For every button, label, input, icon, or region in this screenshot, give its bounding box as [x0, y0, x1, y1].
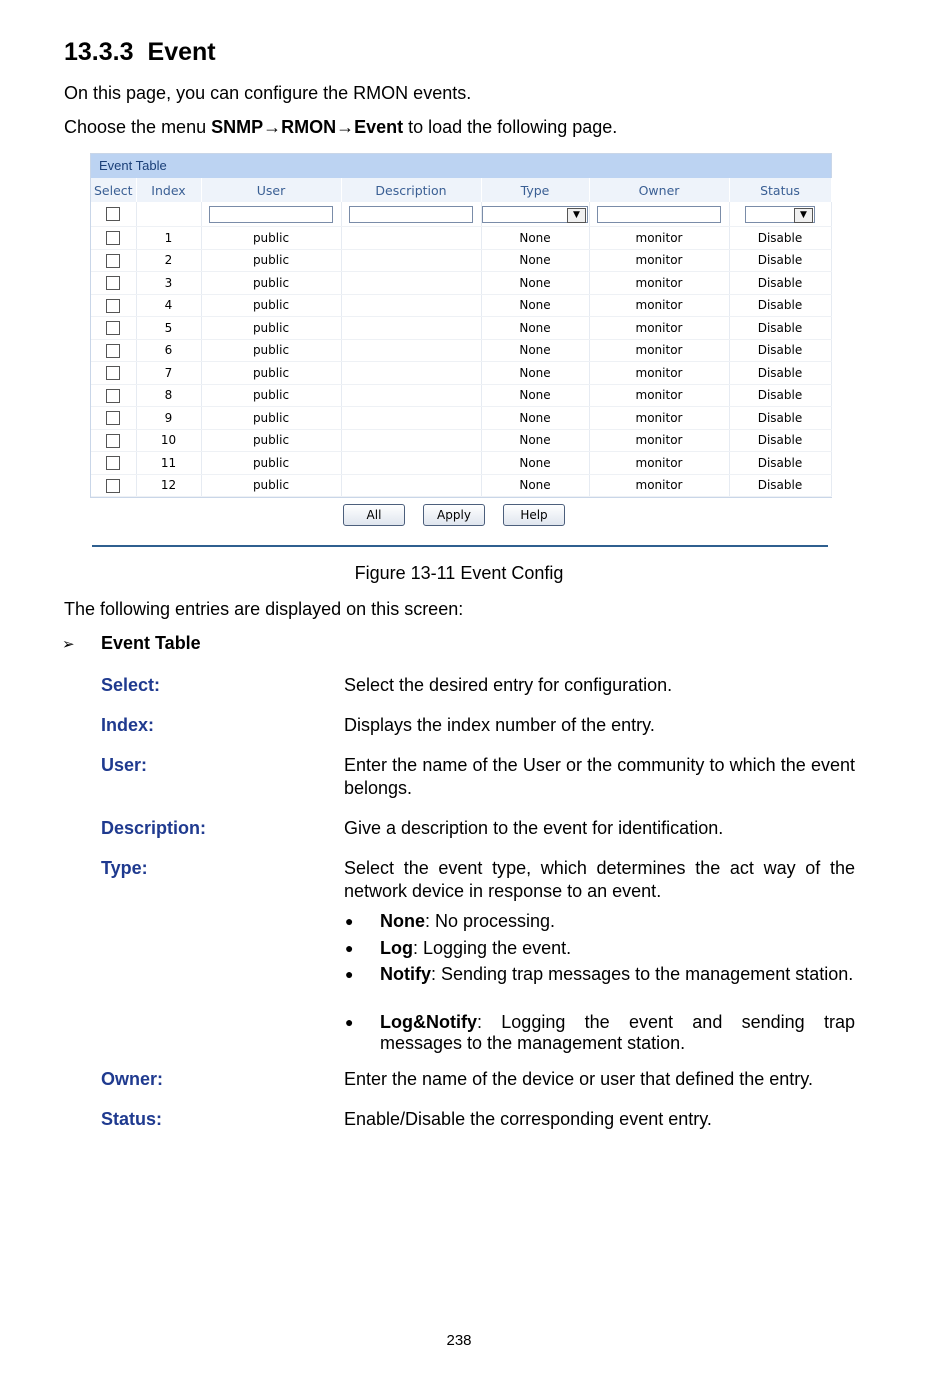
- col-header: Type: [481, 178, 589, 202]
- status-cell: Disable: [729, 452, 831, 475]
- figure-caption: Figure 13-11 Event Config: [354, 563, 564, 583]
- owner-cell: monitor: [589, 384, 729, 407]
- help-button[interactable]: Help: [503, 504, 565, 526]
- table-row: [91, 474, 831, 497]
- description-cell: [341, 384, 481, 407]
- menu-instruction: [64, 117, 617, 138]
- row-select-checkbox[interactable]: [106, 456, 120, 470]
- status-cell: Disable: [729, 249, 831, 272]
- type-option: [380, 964, 855, 985]
- subsection-bullet-icon: ➢: [62, 636, 75, 653]
- owner-cell: monitor: [589, 429, 729, 452]
- filter-row: [91, 202, 831, 227]
- page-number: 238: [446, 1332, 472, 1349]
- table-row: [91, 362, 831, 385]
- type-option-name: Notify: [380, 964, 431, 984]
- status-cell: Disable: [729, 227, 831, 250]
- bullet-icon: ●: [345, 966, 354, 982]
- apply-button[interactable]: Apply: [423, 504, 485, 526]
- desc-user: Enter the name of the User or the community to which the event belongs.: [344, 755, 855, 798]
- intro-text: On this page, you can configure the RMON events.: [64, 83, 472, 103]
- description-cell: [341, 317, 481, 340]
- section-number: 13.3.3: [64, 38, 134, 66]
- table-row: [91, 272, 831, 295]
- select-cell: [91, 294, 136, 317]
- select-cell: [91, 452, 136, 475]
- index-cell: 10: [136, 429, 201, 452]
- description-cell: [341, 429, 481, 452]
- select-cell: [91, 362, 136, 385]
- table-row: [91, 227, 831, 250]
- type-option-text: : No processing.: [425, 911, 556, 931]
- status-cell: Disable: [729, 362, 831, 385]
- select-cell: [91, 272, 136, 295]
- owner-cell: monitor: [589, 317, 729, 340]
- user-cell: public: [201, 227, 341, 250]
- term-index: Index:: [101, 715, 155, 735]
- row-select-checkbox[interactable]: [106, 366, 120, 380]
- table-header-row: [91, 178, 831, 202]
- user-filter-input[interactable]: [209, 206, 333, 223]
- select-cell: [91, 384, 136, 407]
- user-cell: public: [201, 407, 341, 430]
- table-row: [91, 452, 831, 475]
- row-select-checkbox[interactable]: [106, 321, 120, 335]
- term-description: Description:: [101, 818, 207, 838]
- select-cell: [91, 317, 136, 340]
- select-cell: [91, 429, 136, 452]
- table-row: [91, 407, 831, 430]
- owner-cell: monitor: [589, 272, 729, 295]
- desc-owner: Enter the name of the device or user that defined the entry.: [344, 1069, 813, 1089]
- row-select-checkbox[interactable]: [106, 434, 120, 448]
- section-heading: [64, 38, 216, 67]
- desc-status: Enable/Disable the corresponding event entry.: [344, 1109, 712, 1129]
- term-owner: Owner:: [101, 1069, 164, 1089]
- description-cell: [341, 294, 481, 317]
- status-cell: Disable: [729, 339, 831, 362]
- user-cell: public: [201, 474, 341, 497]
- subsection-title: Event Table: [101, 633, 201, 653]
- owner-cell: monitor: [589, 339, 729, 362]
- table-row: [91, 339, 831, 362]
- row-select-checkbox[interactable]: [106, 389, 120, 403]
- row-select-checkbox[interactable]: [106, 344, 120, 358]
- desc-index: Displays the index number of the entry.: [344, 715, 655, 735]
- type-cell: None: [481, 362, 589, 385]
- type-cell: None: [481, 294, 589, 317]
- status-cell: Disable: [729, 272, 831, 295]
- select-cell: [91, 249, 136, 272]
- bullet-icon: ●: [345, 1014, 354, 1030]
- table-row: [91, 429, 831, 452]
- user-cell: public: [201, 362, 341, 385]
- type-cell: None: [481, 384, 589, 407]
- type-cell: None: [481, 407, 589, 430]
- type-cell: None: [481, 249, 589, 272]
- status-cell: Disable: [729, 317, 831, 340]
- row-select-checkbox[interactable]: [106, 254, 120, 268]
- chevron-down-icon: ▼: [567, 208, 586, 223]
- index-cell: 5: [136, 317, 201, 340]
- owner-filter-input[interactable]: [597, 206, 721, 223]
- select-cell: [91, 227, 136, 250]
- description-filter-input[interactable]: [349, 206, 473, 223]
- owner-cell: monitor: [589, 452, 729, 475]
- description-cell: [341, 474, 481, 497]
- index-cell: 8: [136, 384, 201, 407]
- type-option: [380, 938, 855, 959]
- row-select-checkbox[interactable]: [106, 276, 120, 290]
- figure-rule: [92, 545, 828, 547]
- status-cell: Disable: [729, 407, 831, 430]
- description-cell: [341, 272, 481, 295]
- user-cell: public: [201, 339, 341, 362]
- description-cell: [341, 362, 481, 385]
- table-row: [91, 384, 831, 407]
- row-select-checkbox[interactable]: [106, 299, 120, 313]
- row-select-checkbox[interactable]: [106, 411, 120, 425]
- index-cell: 4: [136, 294, 201, 317]
- description-cell: [341, 339, 481, 362]
- index-cell: 6: [136, 339, 201, 362]
- type-option-text: : Logging the event.: [413, 938, 572, 958]
- description-cell: [341, 249, 481, 272]
- type-option-text: : Logging the event and sending trap messages to the management station.: [380, 1012, 855, 1053]
- all-button[interactable]: All: [343, 504, 405, 526]
- index-cell: 1: [136, 227, 201, 250]
- term-select: Select:: [101, 675, 161, 695]
- select-cell: [91, 339, 136, 362]
- owner-cell: monitor: [589, 294, 729, 317]
- bullet-icon: ●: [345, 940, 354, 956]
- type-cell: None: [481, 474, 589, 497]
- status-cell: Disable: [729, 474, 831, 497]
- type-cell: None: [481, 227, 589, 250]
- desc-type: Select the event type, which determines the act way of the network device in response to an event.: [344, 858, 855, 901]
- select-cell: [91, 407, 136, 430]
- menu-prefix: Choose the menu: [64, 117, 212, 137]
- owner-cell: monitor: [589, 249, 729, 272]
- col-header: Status: [729, 178, 831, 202]
- type-cell: None: [481, 429, 589, 452]
- chevron-down-icon: ▼: [794, 208, 813, 223]
- type-option-name: None: [380, 911, 425, 931]
- type-cell: None: [481, 317, 589, 340]
- table-row: [91, 294, 831, 317]
- status-cell: Disable: [729, 294, 831, 317]
- user-cell: public: [201, 294, 341, 317]
- desc-select: Select the desired entry for configuration.: [344, 675, 673, 695]
- type-option: [380, 911, 855, 932]
- index-cell: 11: [136, 452, 201, 475]
- user-cell: public: [201, 429, 341, 452]
- term-user: User:: [101, 755, 148, 775]
- col-header: Select: [91, 178, 136, 202]
- type-cell: None: [481, 452, 589, 475]
- type-option: [380, 1012, 855, 1054]
- type-cell: None: [481, 339, 589, 362]
- term-status: Status:: [101, 1109, 163, 1129]
- user-cell: public: [201, 249, 341, 272]
- entries-intro: The following entries are displayed on this screen:: [64, 599, 464, 619]
- user-cell: public: [201, 384, 341, 407]
- user-cell: public: [201, 272, 341, 295]
- type-option-name: Log: [380, 938, 413, 958]
- select-cell: [91, 474, 136, 497]
- description-cell: [341, 452, 481, 475]
- status-filter-select[interactable]: [745, 206, 815, 223]
- owner-cell: monitor: [589, 474, 729, 497]
- type-filter-select[interactable]: [482, 206, 588, 223]
- type-cell: None: [481, 272, 589, 295]
- owner-cell: monitor: [589, 227, 729, 250]
- index-cell: 7: [136, 362, 201, 385]
- owner-cell: monitor: [589, 362, 729, 385]
- menu-suffix: to load the following page.: [403, 117, 618, 137]
- user-cell: public: [201, 317, 341, 340]
- owner-cell: monitor: [589, 407, 729, 430]
- status-cell: Disable: [729, 429, 831, 452]
- status-cell: Disable: [729, 384, 831, 407]
- col-header: Owner: [589, 178, 729, 202]
- user-cell: public: [201, 452, 341, 475]
- description-cell: [341, 227, 481, 250]
- desc-description: Give a description to the event for identification.: [344, 818, 724, 838]
- col-header: Description: [341, 178, 481, 202]
- index-cell: 9: [136, 407, 201, 430]
- bullet-icon: ●: [345, 913, 354, 929]
- col-header: Index: [136, 178, 201, 202]
- select-all-checkbox[interactable]: [106, 207, 120, 221]
- section-title: Event: [147, 38, 216, 66]
- col-header: User: [201, 178, 341, 202]
- table-row: [91, 249, 831, 272]
- type-option-text: : Sending trap messages to the management station.: [431, 964, 854, 984]
- type-option-name: Log&Notify: [380, 1012, 477, 1032]
- panel-title: Event Table: [91, 154, 831, 178]
- row-select-checkbox[interactable]: [106, 231, 120, 245]
- index-cell: 3: [136, 272, 201, 295]
- index-cell: 12: [136, 474, 201, 497]
- event-table-panel: [90, 153, 832, 498]
- index-cell: 2: [136, 249, 201, 272]
- menu-path: SNMP→RMON→Event: [211, 117, 404, 137]
- event-table: [91, 178, 832, 497]
- row-select-checkbox[interactable]: [106, 479, 120, 493]
- description-cell: [341, 407, 481, 430]
- table-row: [91, 317, 831, 340]
- term-type: Type:: [101, 858, 148, 878]
